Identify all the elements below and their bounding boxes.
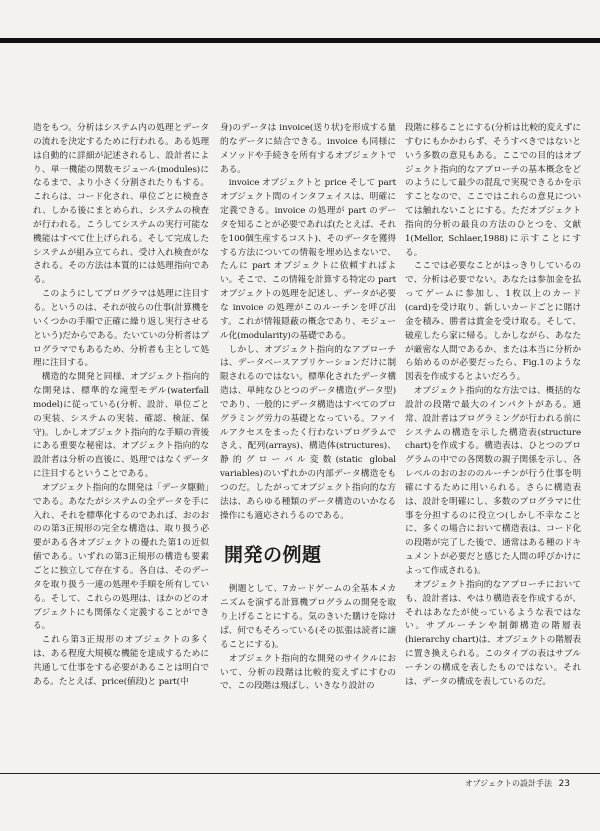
paragraph: しかし、オブジェクト指向的なアプローチは、データベースアプリケーションだけに制限されるのではない。標準化されたデータ構造は、単純なひとつのデータ構造(データ型)であり、一般的にデータ構造はすべてのプログラミング労力の基礎となっている。ファイルアクセスをまったく行わないプログラムでさえ、配列(arrays)、構造体(structures)、静的グローバル変数(static global variables)のいずれかの内部データ構造をもつのだ。したがってオブジェクト指向的な方法は、あらゆる種類のデータ構造のいかなる操作にも適応されうるのである。 (220, 344, 396, 521)
running-title: オブジェクトの設計手法 (464, 779, 552, 788)
paragraph: 造をもつ。分析はシステム内の処理とデータの流れを決定するために行われる。ある処理は自動的に詳細が記述されるし、設計者により、単一機能の関数モジュール(modules)になるまで、より小さく分割されたりもする。これらは、コード化され、単位ごとに検査され、しかる後にまとめられ、システムの検査が行われる。こうしてシステムの実行可能な機能はすべて仕上げられる。そして完成したシステムが組み立てられ、受け入れ検査がなされる。その方法は本質的には処理指向である。 (33, 123, 209, 286)
paragraph: 構造的な開発と同様、オブジェクト指向的な開発は、標準的な滝型モデル(waterfall model)に従っている(分析、設計、単位ごとの実装、システムの実装、確認、検証、保守)。しかしオブジェクト指向的な手順の背後にある重要な秘密は、オブジェクト指向的な設計者は分析の直後に、処理ではなくデータに注目するということである。 (33, 372, 209, 480)
text-column-3 (405, 122, 581, 690)
paragraph: オブジェクト指向的な開発は「データ駆動」である。あなたがシステムの全データを手に入れ、それを標準化するのであれば、おのおのの第3正規形の完全な構造は、取り扱う必要がある各オブジェクトの優れた第1の近似値である。いずれの第3正規形の構造も要素ごとに独立して存在する。各自は、そのデータを取り扱う一連の処理や手順を所有している。そして、これらの処理は、ほかのどのオブジェクトにも関係なく定義することができる。 (33, 482, 209, 632)
paragraph: invoice オブジェクトと price そして part オブジェクト間のインタフェイスは、明確に定義できる。invoice の処理が part のデータを知ることが必要であれば(たとえば、それを100個生産するコスト)、そのデータを獲得する方法についての情報を埋め込まないで、たんに part オブジェクトに依頼すればよい。そこで、この情報を計算する特定の part オブジェクトの処理を記述し、データが必要な invoice の処理がこのルーチンを呼び出す。これが情報隠蔽の概念であり、モジュール化(modularity)の基礎である。 (220, 178, 396, 341)
paragraph: オブジェクト指向的なアプローチにおいても、設計者は、やはり構造表を作成するが、それはあなたが使っているような表ではない。サブルーチンや制御構造の階層表(hierarchy chart)は、オブジェクトの階層表に置き換えられる。このタイプの表はサブルーチンの構成を表したものではない。それは、データの構成を表しているのだ。 (405, 579, 581, 687)
page-footer (465, 778, 570, 789)
text-column-2-lower (220, 583, 396, 694)
text-column-2 (220, 122, 396, 694)
bottom-rule (0, 773, 600, 774)
page-number: 23 (558, 779, 570, 789)
paragraph: 例題として、7カードゲームの全基本メカニズムを演ずる計算機プログラムの開発を取り上げることにする。気のきいた購けを除けば、何でもそろっている(その拡張は読者に譲ることにする)。 (220, 584, 396, 650)
text-column-2-upper (220, 122, 396, 523)
text-column-1 (33, 122, 209, 690)
paragraph: 身)のデータは invoice(送り状)を形成する量的なデータに結合できる。invoice も同様にメソッドや手続きを所有するオブジェクトである。 (220, 123, 396, 175)
section-heading: 開発の例題 (224, 544, 322, 567)
top-rule (0, 38, 600, 43)
paragraph: これら第3正規形のオブジェクトの多くは、ある程度大規模な機能を達成するために共通して仕事をする必要があることは明白である。たとえば、price(値段)と part(中 (33, 635, 209, 687)
paragraph: ここでは必要なことがはっきりしているので、分析は必要でない。あなたは参加金を払ってゲームに参加し、1枚以上のカード(card)を受け取り、新しいカードごとに賭け金を積み、勝者は賞金を受け取る。そして、破産したら家に帰る。しかしながら、あなたが厳密な人間であるか、または本当に分析から始めるのが必要だったら、Fig.1のような図表を作成するとよいだろう。 (405, 261, 581, 383)
paragraph: オブジェクト指向的な開発のサイクルにおいて、分析の段階は比較的変えずにすむので、この段階は飛ばし、いきなり設計の (220, 653, 396, 692)
paragraph: 段階に移ることにする(分析は比較的変えずにすむにもかかわらず、そうすべきではないという多数の意見もある。ここでの目的はオブジェクト指向的なアプローチの基本概念をどのようにして最少の混乱で実現できるかを示すことなので、ここではこれらの意見については触れないことにする。ただオブジェクト指向的分析の最良の方法のひとつを、文献1(Mellor, Schlaer,1988)に示すことにする。 (405, 123, 581, 258)
paragraph: このようにしてプログラマは処理に注目する。というのは、それが彼らの仕事(計算機をいくつかの手順で正確に繰り返し実行させるという)だからである。たいていの分析者はプログラマでもあるため、分析者も主として処理に注目する。 (33, 289, 209, 369)
paragraph: オブジェクト指向的な方法では、概括的な設計の段階で最大のインパクトがある。通常、設計者はプログラミングが行われる前にシステムの構造を示した構造表(structure chart)を作成する。構造表は、ひとつのプログラムの中での各関数の親子関係を示し、各レベルのおのおののルーチンが行う仕事を明確にするために用いられる。さらに構造表は、設計を明確にし、多数のプログラマに仕事を分担するのに役立つ(しかし不幸なことに、多くの場合において構造表は、コード化の段階が完了した後で、通常はある種のドキュメントが必要だと感じた人間の呼びかけによって作成される)。 (405, 386, 581, 576)
